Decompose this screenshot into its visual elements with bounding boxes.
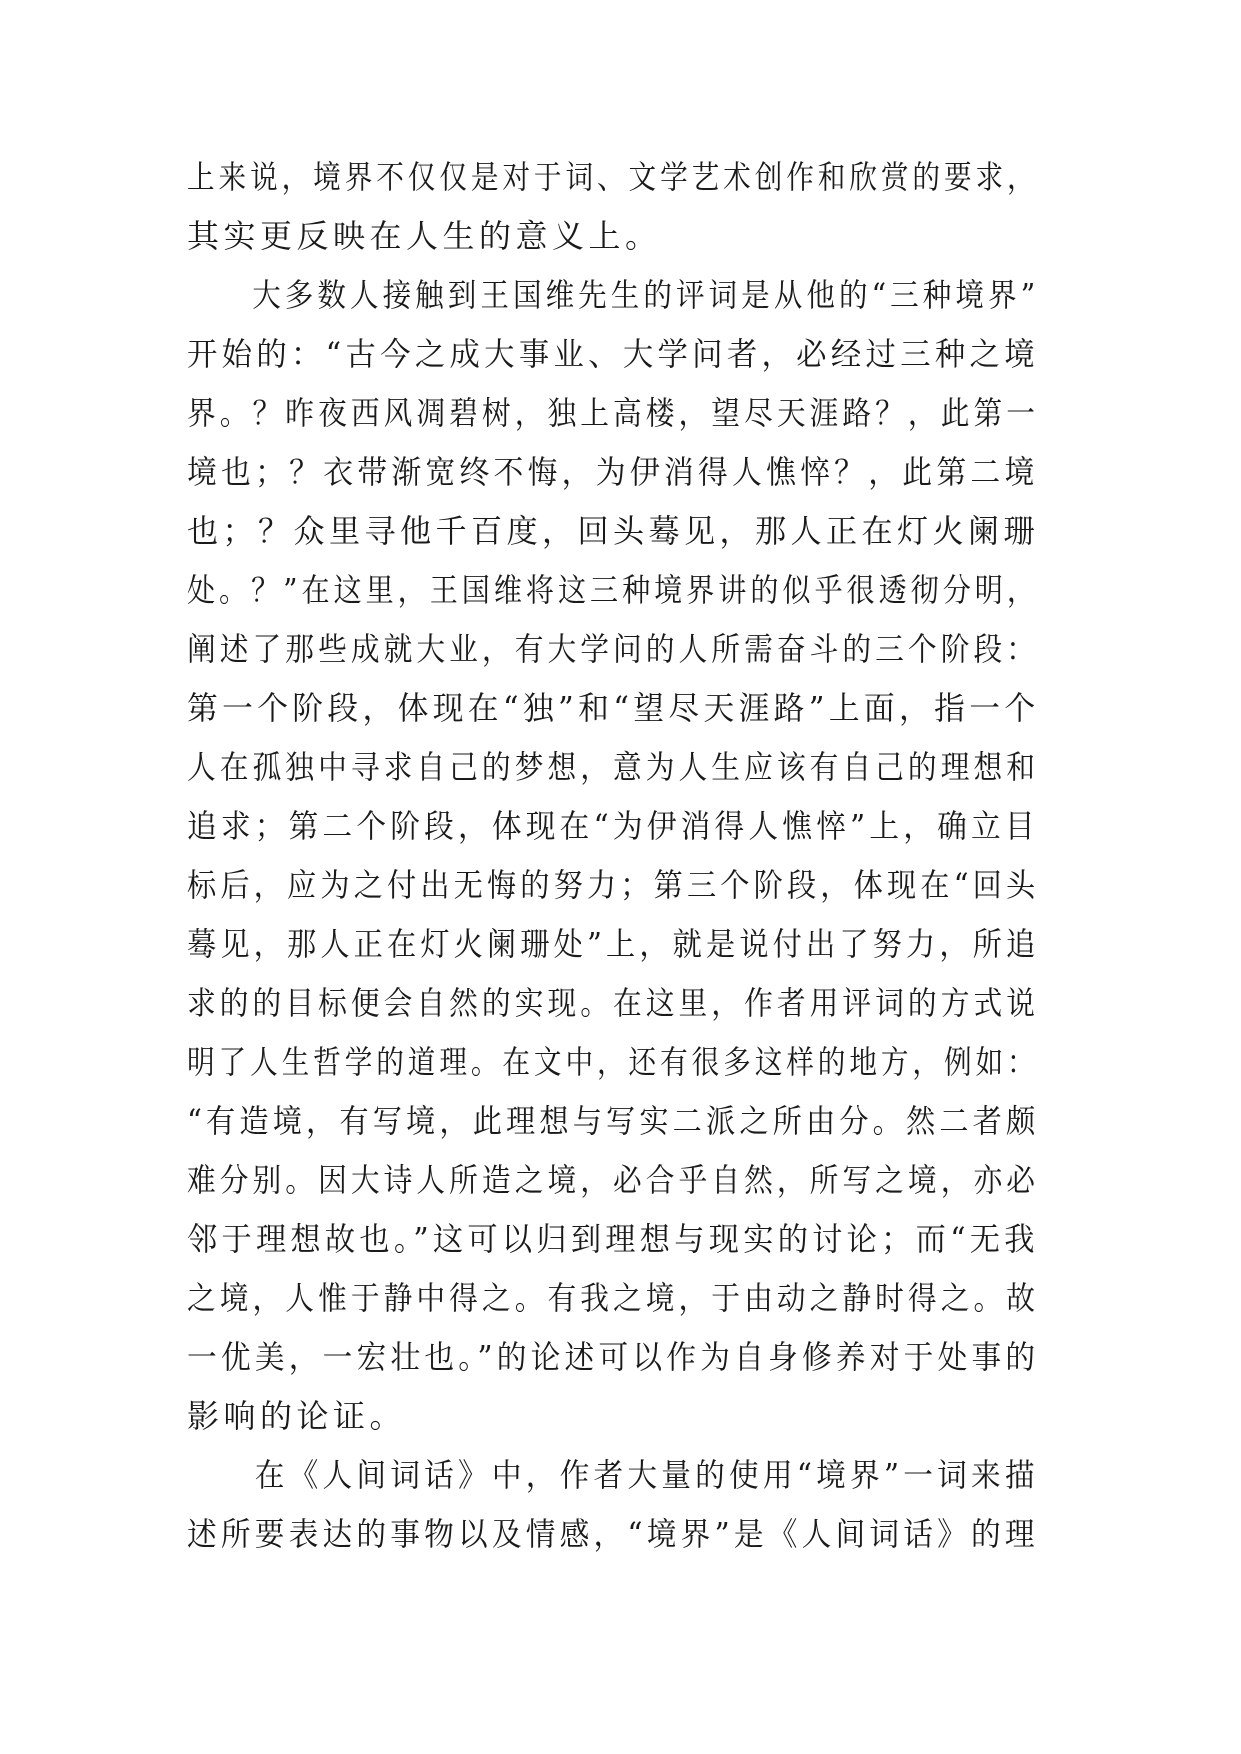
body-text — [187, 148, 1039, 1564]
text-line: 影响的论证。 — [187, 1397, 407, 1435]
text-line: 一优美，一宏壮也。”的论述可以作为自身修养对于处事的 — [187, 1338, 1040, 1376]
text-line: 大多数人接触到王国维先生的评词是从他的“三种境界” — [187, 276, 1040, 314]
text-line: 蓦见，那人正在灯火阑珊处”上，就是说付出了努力，所追 — [187, 925, 1040, 963]
text-line: 之境，人惟于静中得之。有我之境，于由动之静时得之。故 — [187, 1279, 1040, 1317]
text-line: 阐述了那些成就大业，有大学问的人所需奋斗的三个阶段： — [187, 630, 1040, 668]
text-line: 求的的目标便会自然的实现。在这里，作者用评词的方式说 — [187, 984, 1040, 1022]
text-line: 邻于理想故也。”这可以归到理想与现实的讨论；而“无我 — [187, 1220, 1039, 1258]
text-line: 其实更反映在人生的意义上。 — [187, 217, 662, 255]
text-line: 在《人间词话》中，作者大量的使用“境界”一词来描 — [187, 1456, 1039, 1494]
text-line: 处。？”在这里，王国维将这三种境界讲的似乎很透彻分明， — [187, 571, 1039, 609]
text-line: 也；？众里寻他千百度，回头蓦见，那人正在灯火阑珊 — [187, 512, 1040, 550]
text-line: 第一个阶段，体现在“独”和“望尽天涯路”上面，指一个 — [187, 689, 1040, 727]
text-line: 标后，应为之付出无悔的努力；第三个阶段，体现在“回头 — [187, 866, 1040, 904]
text-line: 人在孤独中寻求自己的梦想，意为人生应该有自己的理想和 — [187, 748, 1040, 786]
text-line: 难分别。因大诗人所造之境，必合乎自然，所写之境，亦必 — [187, 1161, 1040, 1199]
text-line: 上来说，境界不仅仅是对于词、文学艺术创作和欣赏的要求， — [187, 158, 1039, 196]
text-line: 追求；第二个阶段，体现在“为伊消得人憔悴”上，确立目 — [187, 807, 1039, 845]
text-line: 述所要表达的事物以及情感，“境界”是《人间词话》的理 — [187, 1515, 1039, 1553]
text-line: 开始的：“古今之成大事业、大学问者，必经过三种之境 — [187, 335, 1039, 373]
text-line: 境也；？衣带渐宽终不悔，为伊消得人憔悴？，此第二境 — [187, 453, 1039, 491]
text-line: “有造境，有写境，此理想与写实二派之所由分。然二者颇 — [187, 1102, 1040, 1140]
text-line: 明了人生哲学的道理。在文中，还有很多这样的地方，例如： — [187, 1043, 1039, 1081]
text-line: 界。？昨夜西风凋碧树，独上高楼，望尽天涯路？，此第一 — [187, 394, 1040, 432]
